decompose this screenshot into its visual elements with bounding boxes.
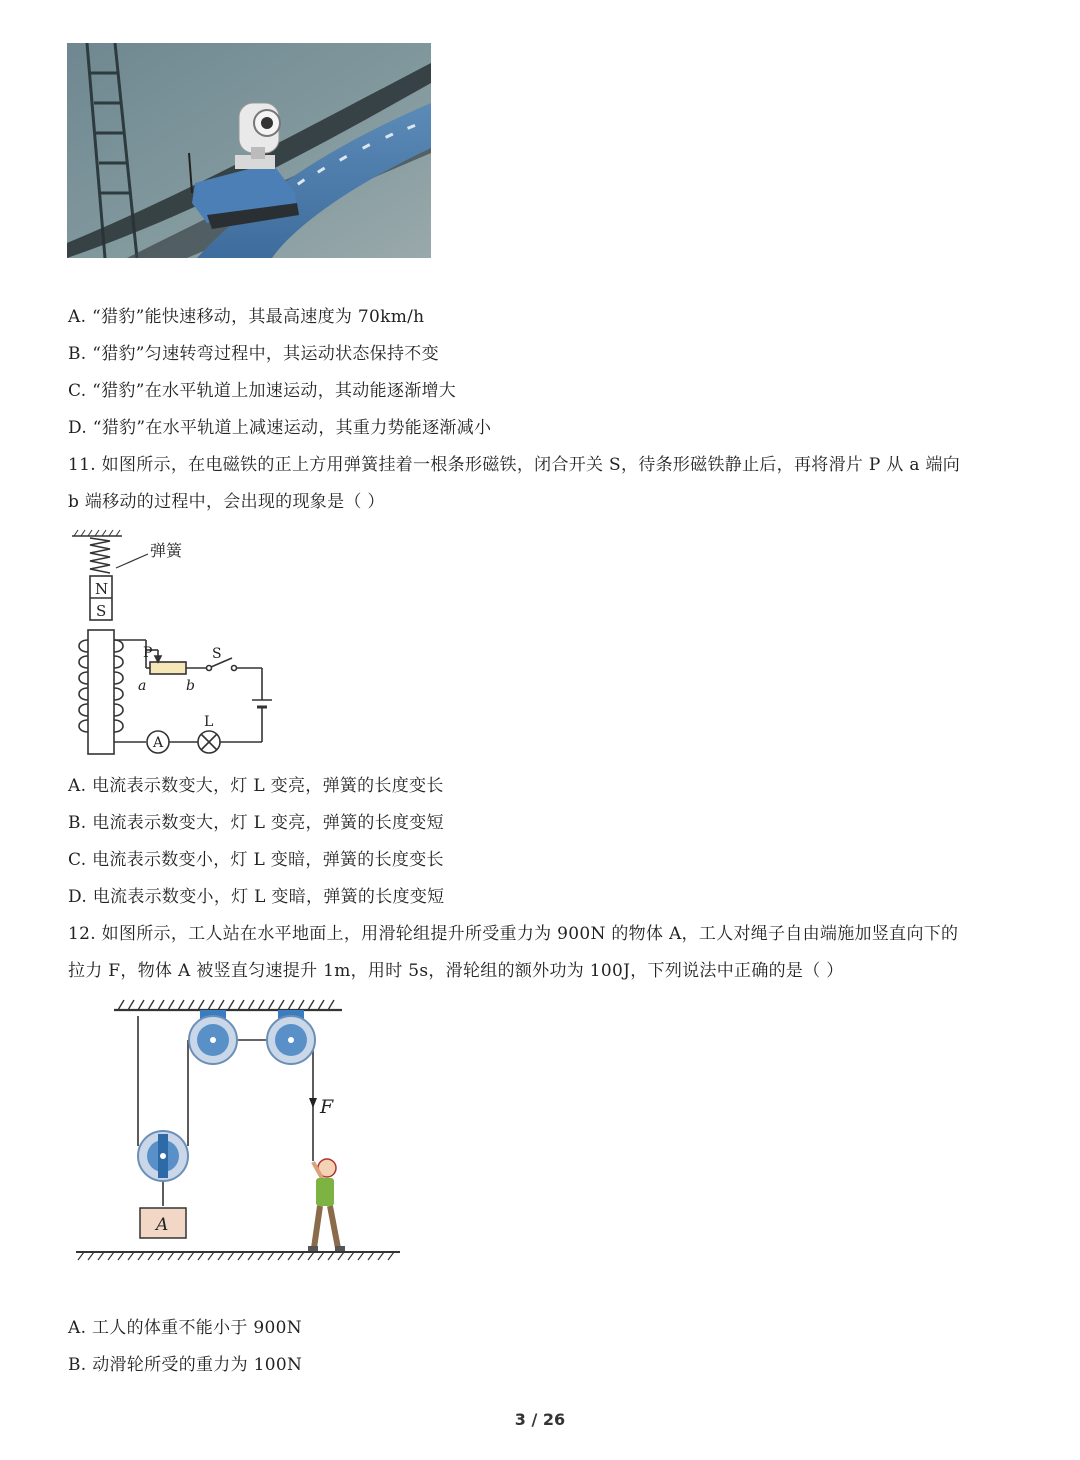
q11-circuit-diagram	[66, 528, 286, 760]
page-number: 3 / 26	[514, 1410, 566, 1429]
q10-option-d: D. “猎豹”在水平轨道上减速运动，其重力势能逐渐减小	[68, 418, 492, 438]
block-a-label: A	[156, 1215, 169, 1235]
south-pole-label: S	[96, 602, 107, 620]
force-f-label: F	[320, 1096, 334, 1118]
ammeter-label: A	[153, 735, 164, 751]
q11-option-a: A. 电流表示数变大，灯 L 变亮，弹簧的长度变长	[68, 776, 444, 796]
spring-label: 弹簧	[150, 541, 183, 560]
movable-pulley	[138, 1131, 188, 1181]
q10-option-a: A. “猎豹”能快速移动，其最高速度为 70km/h	[68, 307, 425, 327]
q12-stem-line2: 拉力 F，物体 A 被竖直匀速提升 1m，用时 5s，滑轮组的额外功为 100J，下列说法中正确的是（ ）	[68, 961, 844, 981]
q11-stem-line1: 11. 如图所示，在电磁铁的正上方用弹簧挂着一根条形磁铁，闭合开关 S，待条形磁铁静止后，再将滑片 P 从 a 端向	[68, 455, 961, 475]
end-a-label: a	[138, 678, 147, 694]
q12-option-b: B. 动滑轮所受的重力为 100N	[68, 1355, 303, 1375]
q11-option-d: D. 电流表示数变小，灯 L 变暗，弹簧的长度变短	[68, 887, 445, 907]
q12-stem-line1: 12. 如图所示，工人站在水平地面上，用滑轮组提升所受重力为 900N 的物体 A，工人对绳子自由端施加竖直向下的	[68, 924, 959, 944]
q12-pulley-diagram	[70, 996, 405, 1271]
end-b-label: b	[186, 678, 195, 694]
fixed-pulley-left	[189, 1010, 237, 1064]
fixed-pulley-right	[267, 1010, 315, 1064]
cheetah-robot-photo	[67, 43, 431, 258]
q11-option-b: B. 电流表示数变大，灯 L 变亮，弹簧的长度变短	[68, 813, 444, 833]
q12-option-a: A. 工人的体重不能小于 900N	[68, 1318, 302, 1338]
q10-option-b: B. “猎豹”匀速转弯过程中，其运动状态保持不变	[68, 344, 439, 364]
q10-option-c: C. “猎豹”在水平轨道上加速运动，其动能逐渐增大	[68, 381, 457, 401]
q11-option-c: C. 电流表示数变小，灯 L 变暗，弹簧的长度变长	[68, 850, 444, 870]
lamp-label: L	[204, 714, 214, 730]
switch-s-label: S	[212, 646, 222, 662]
slider-p-label: P	[143, 645, 153, 661]
q11-stem-line2: b 端移动的过程中，会出现的现象是（ ）	[68, 492, 385, 512]
worker-figure	[308, 1159, 345, 1251]
north-pole-label: N	[95, 580, 109, 598]
